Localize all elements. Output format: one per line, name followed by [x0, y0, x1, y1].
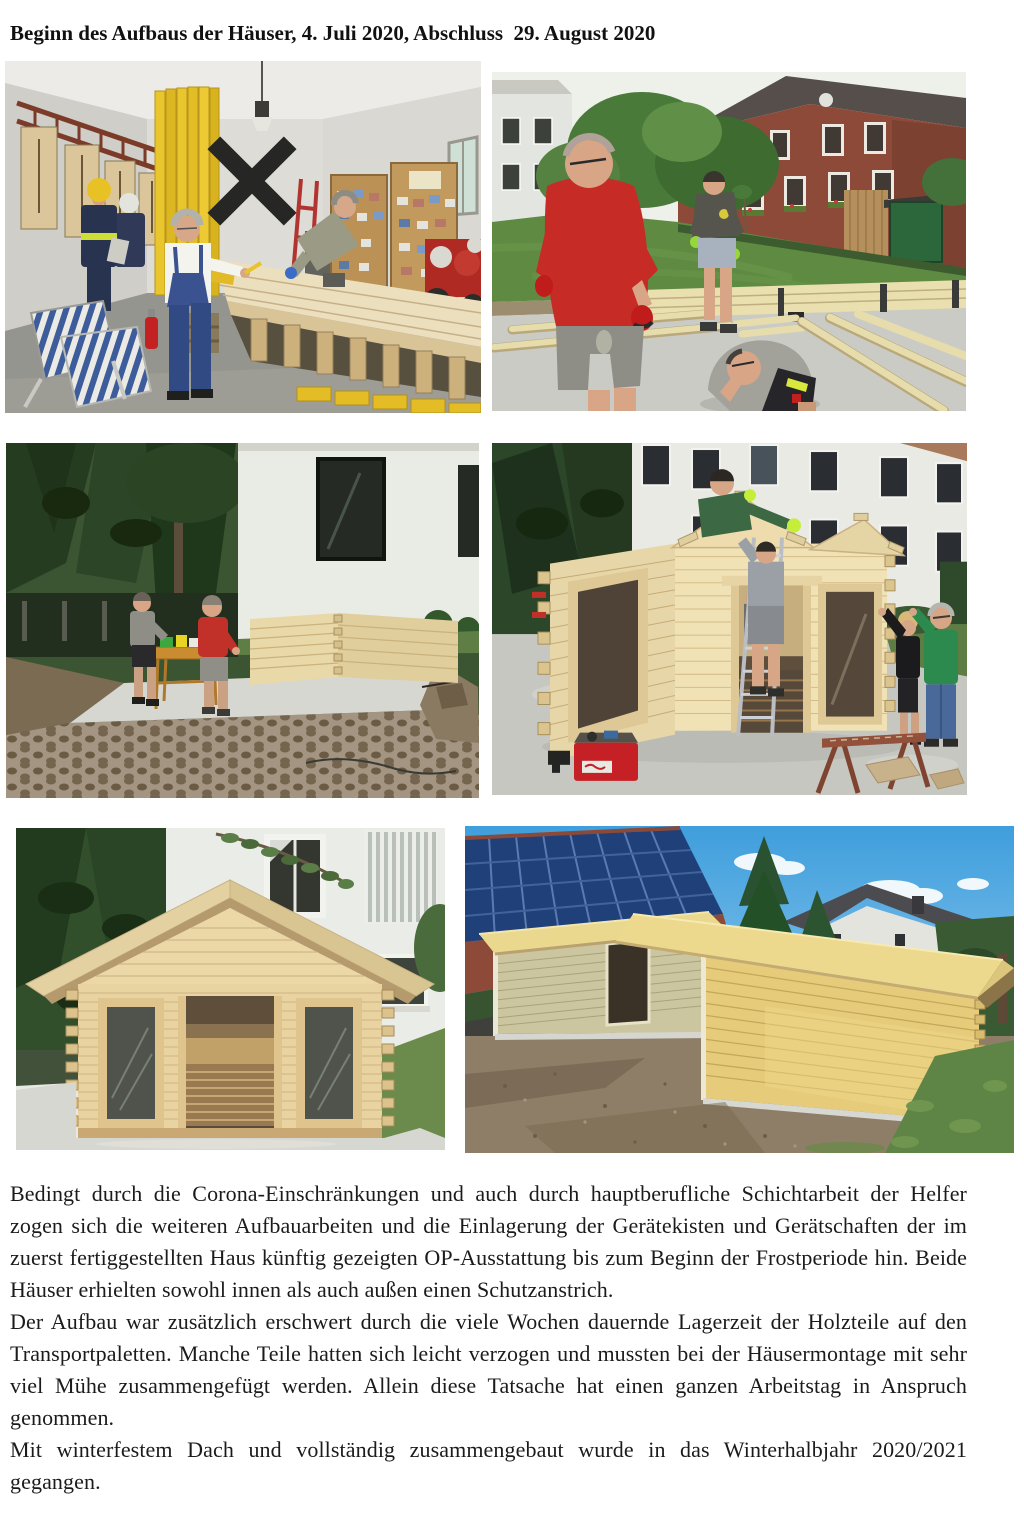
photo-laying-beams — [492, 72, 966, 411]
wooden-wall-courses — [250, 613, 458, 685]
photo-wall-assembly-illustration — [492, 443, 967, 795]
page-title: Beginn des Aufbaus der Häuser, 4. Juli 2020, Abschluss 29. August 2020 — [10, 21, 656, 46]
body-text — [10, 1178, 967, 1498]
photo-two-cabins-illustration — [465, 826, 1014, 1153]
photo-slab-first-walls — [6, 443, 479, 798]
photo-hall-plank-painting — [5, 61, 481, 413]
photo-laying-beams-illustration — [492, 72, 966, 411]
photo-hall-plank-painting-illustration — [5, 61, 481, 413]
paragraph-corona: Bedingt durch die Corona-Einschränkungen und auch durch hauptberufliche Schichtarbeit der Helfer zogen sich die weiteren Aufbauarbeiten und die Einlagerung der Gerätekisten und Gerätschaften der im zuerst fertiggestellten Haus künftig gezeigten OP-Ausstattung bis zum Beginn der Frostperiode hin. Beide Häuser erhielten sowohl innen als auch außen einen Schutzanstrich. — [10, 1181, 967, 1302]
photo-finished-cabin-front — [16, 828, 445, 1150]
photo-wall-assembly — [492, 443, 967, 795]
photo-two-cabins — [465, 826, 1014, 1153]
photo-slab-first-walls-illustration — [6, 443, 479, 798]
paragraph-aufbau: Der Aufbau war zusätzlich erschwert durch die viele Wochen dauernde Lagerzeit der Holzteile auf den Transportpaletten. Manche Teile hatten sich leicht verzogen und mussten bei der Häusermontage mit sehr viel Mühe zusammengefügt werden. Allein diese Tatsache hat einen ganzen Arbeitstag in Anspruch genommen. — [10, 1309, 967, 1430]
photo-finished-cabin-front-illustration — [16, 828, 445, 1150]
paragraph-winter: Mit winterfestem Dach und vollständig zusammengebaut wurde in das Winterhalbjahr 2020/2021 gegangen. — [10, 1437, 967, 1494]
